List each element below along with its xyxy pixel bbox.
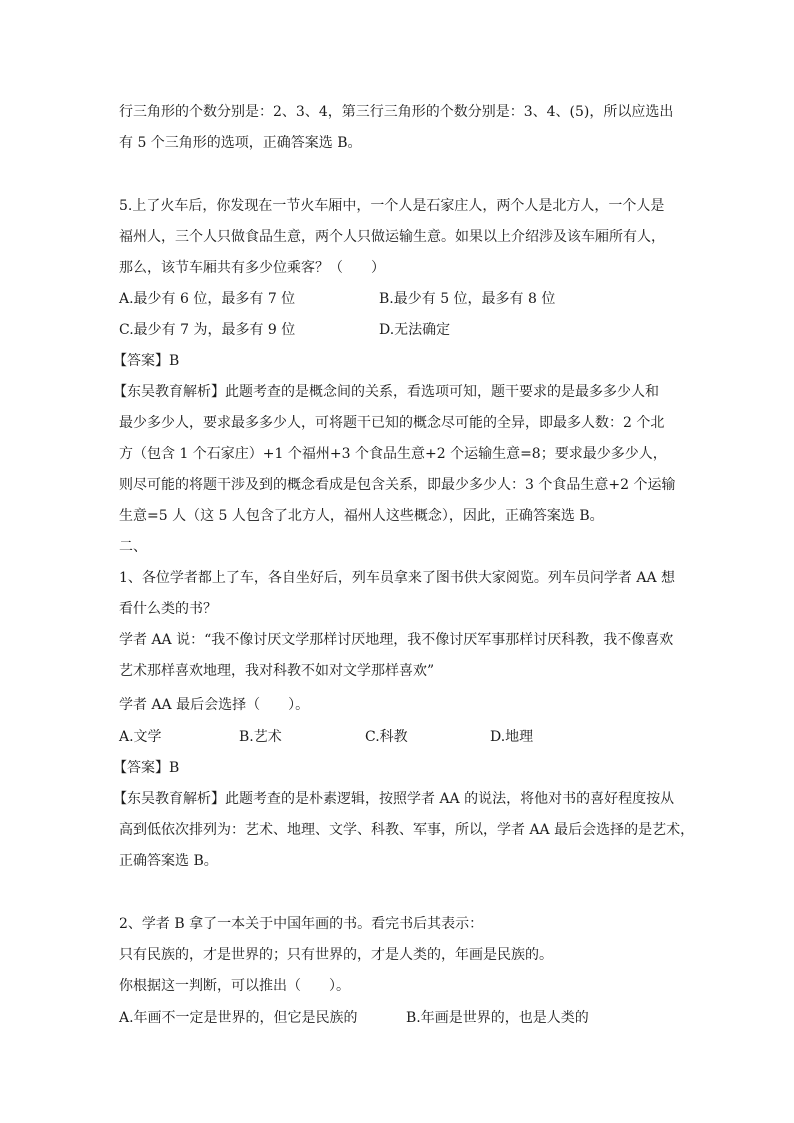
- q5-analysis-line-2: 最少多少人，要求最多多少人，可将题干已知的概念尽可能的全异，即最多人数：2 个北: [119, 415, 665, 431]
- q5-analysis-line-4: 则尽可能的将题干涉及到的概念看成是包含关系，即最少多少人：3 个食品生意+2 个运输: [119, 477, 676, 493]
- q1-stem-line-2: 看什么类的书？: [119, 601, 217, 617]
- q5-option-c: C.最少有 7 为，最多有 9 位: [119, 322, 296, 338]
- q1-quote-line-2: 艺术那样喜欢地理，我对科教不如对文学那样喜欢”: [119, 663, 435, 679]
- q1-option-a: A.文学: [119, 729, 162, 745]
- q2-question: 你根据这一判断，可以推出（ ）。: [119, 978, 350, 994]
- q2-stem-line-2: 只有民族的，才是世界的；只有世界的，才是人类的，年画是民族的。: [119, 947, 553, 963]
- q5-option-a: A.最少有 6 位，最多有 7 位: [119, 291, 296, 307]
- q5-option-b: B.最少有 5 位，最多有 8 位: [379, 291, 556, 307]
- q5-option-d: D.无法确定: [379, 322, 451, 338]
- q5-answer: 【答案】B: [113, 353, 180, 369]
- q1-analysis-line-2: 高到低依次排列为：艺术、地理、文学、科教、军事，所以，学者 AA 最后会选择的是艺术，: [119, 822, 695, 838]
- q5-analysis-line-1: 【东吴教育解析】此题考查的是概念间的关系，看选项可知，题干要求的是最多多少人和: [113, 384, 659, 400]
- q5-analysis-line-5: 生意=5 人（这 5 人包含了北方人，福州人这些概念），因此，正确答案选 B。: [119, 508, 604, 524]
- continuation-line-1: 行三角形的个数分别是：2、3、4，第三行三角形的个数分别是：3、4、(5)，所以应选出: [119, 104, 674, 120]
- q2-option-b: B.年画是世界的，也是人类的: [406, 1010, 589, 1026]
- q2-stem-line-1: 2、学者 B 拿了一本关于中国年画的书。看完书后其表示：: [119, 916, 484, 932]
- section-heading: 二、: [119, 539, 147, 555]
- continuation-line-2: 有 5 个三角形的选项，正确答案选 B。: [119, 135, 362, 151]
- q1-stem-line-1: 1、各位学者都上了车，各自坐好后，列车员拿来了图书供大家阅览。列车员问学者 AA 想: [119, 570, 676, 586]
- q1-option-b: B.艺术: [239, 729, 282, 745]
- q1-option-d: D.地理: [490, 729, 534, 745]
- q1-question: 学者 AA 最后会选择（ ）。: [119, 697, 310, 713]
- q5-stem-line-2: 福州人，三个人只做食品生意，两个人只做运输生意。如果以上介绍涉及该车厢所有人，: [119, 229, 665, 245]
- q1-quote-line-1: 学者 AA 说：“我不像讨厌文学那样讨厌地理，我不像讨厌军事那样讨厌科教，我不像喜欢: [119, 632, 674, 648]
- q2-option-a: A.年画不一定是世界的，但它是民族的: [119, 1010, 358, 1026]
- q5-stem-line-1: 5.上了火车后，你发现在一节火车厢中，一个人是石家庄人，两个人是北方人，一个人是: [119, 198, 665, 214]
- q5-analysis-line-3: 方（包含 1 个石家庄）+1 个福州+3 个食品生意+2 个运输生意=8；要求最少多少人，: [119, 446, 667, 462]
- q1-answer: 【答案】B: [113, 760, 180, 776]
- q1-analysis-line-3: 正确答案选 B。: [119, 853, 218, 869]
- q5-stem-line-3: 那么，该节车厢共有多少位乘客？（ ）: [119, 260, 385, 276]
- q1-option-c: C.科教: [365, 729, 408, 745]
- q1-analysis-line-1: 【东吴教育解析】此题考查的是朴素逻辑，按照学者 AA 的说法，将他对书的喜好程度按从: [113, 791, 675, 807]
